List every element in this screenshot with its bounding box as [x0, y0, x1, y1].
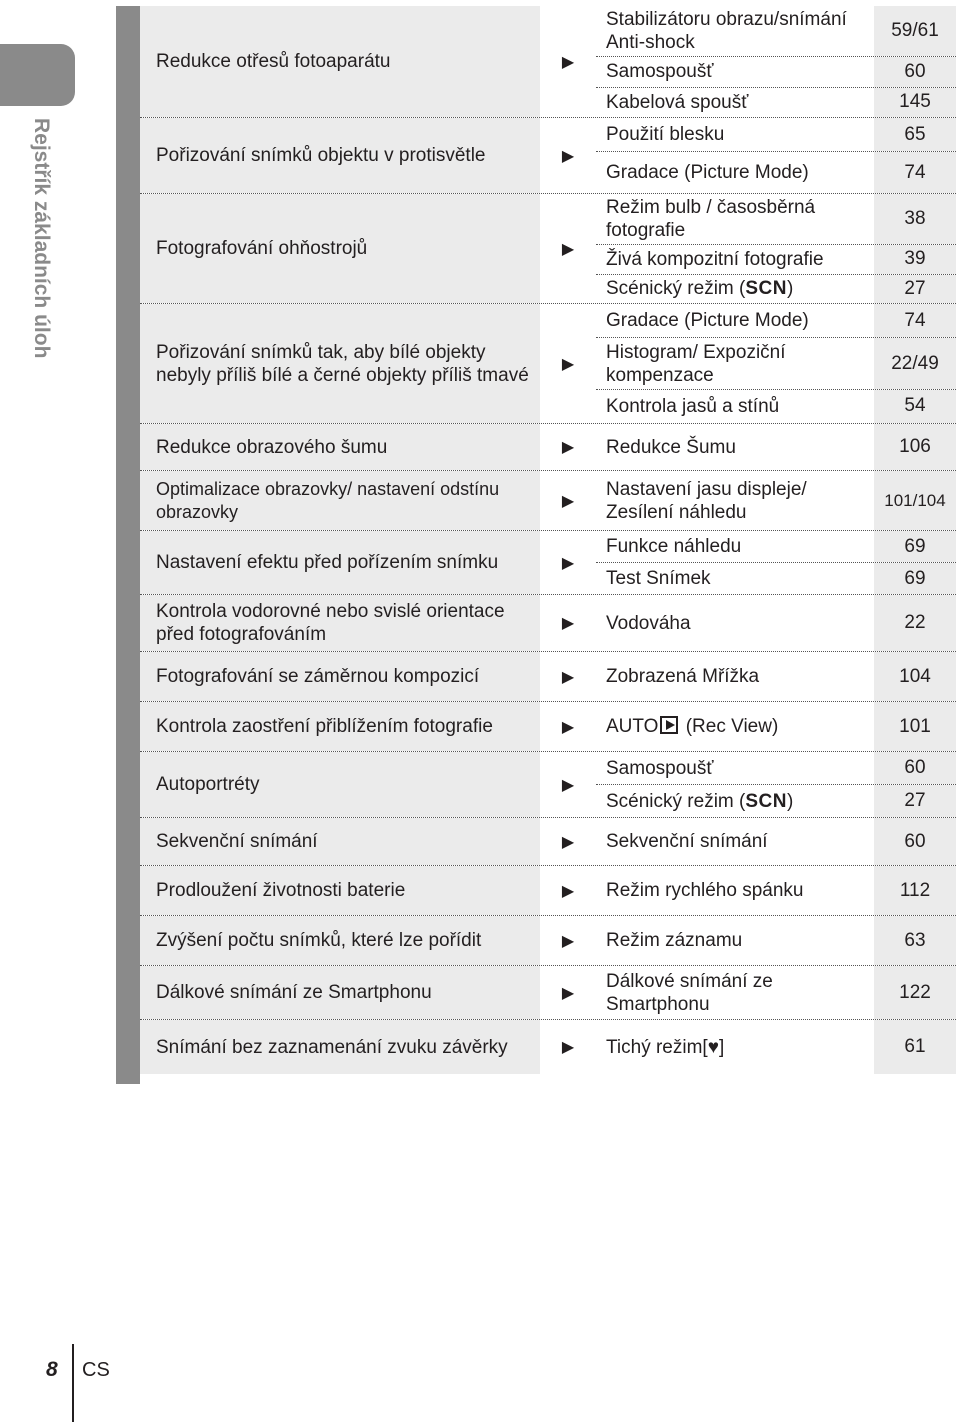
arrow-icon: ▶: [561, 984, 575, 1002]
task-label: Prodloužení životnosti baterie: [140, 866, 540, 915]
reference-item: [596, 424, 956, 470]
task-row: [140, 966, 956, 1020]
task-row: [140, 866, 956, 916]
arrow-icon: ▶: [561, 1039, 575, 1056]
task-row: [140, 531, 956, 595]
reference-item: [596, 88, 956, 118]
task-label: Redukce obrazového šumu: [140, 424, 540, 470]
reference-name: Histogram/ Expoziční kompenzace: [606, 341, 786, 386]
reference-list: [596, 304, 956, 423]
task-label: Redukce otřesů fotoaparátu: [140, 6, 540, 117]
reference-page: 39: [874, 245, 956, 274]
reference-item: [596, 702, 956, 751]
reference-item: [596, 966, 956, 1019]
reference-name: Test Snímek: [606, 568, 711, 589]
task-row: [140, 595, 956, 652]
reference-page: 74: [874, 304, 956, 337]
reference-list: [596, 866, 956, 915]
reference-name: Gradace (Picture Mode): [606, 162, 809, 184]
reference-page: 54: [874, 390, 956, 423]
task-row: [140, 6, 956, 118]
reference-page: 104: [874, 652, 956, 701]
task-row: [140, 1020, 956, 1074]
reference-name: Režim záznamu: [606, 930, 743, 951]
reference-list: [596, 118, 956, 193]
arrow-icon: ▶: [561, 776, 575, 794]
reference-page: 69: [874, 531, 956, 562]
arrow-icon: ▶: [561, 554, 575, 572]
reference-list: [596, 752, 956, 817]
reference-name: Scénický režim (SCN): [606, 278, 794, 300]
arrow-icon: ▶: [561, 492, 575, 510]
task-label: Nastavení efektu před pořízením snímku: [140, 531, 540, 594]
reference-item: [596, 471, 956, 530]
reference-name: Živá kompozitní fotografie: [606, 248, 824, 270]
reference-item: [596, 338, 956, 390]
reference-item: [596, 916, 956, 965]
page-number: 8: [46, 1358, 58, 1381]
reference-item: [596, 752, 956, 785]
reference-name: Samospoušť: [606, 61, 714, 83]
reference-item: [596, 1020, 956, 1074]
task-row: [140, 752, 956, 818]
reference-item: [596, 152, 956, 193]
reference-page: 69: [874, 563, 956, 594]
arrow-icon: ▶: [561, 147, 575, 165]
reference-name: Tichý režim[♥]: [606, 1036, 725, 1058]
reference-item: [596, 390, 956, 423]
task-row: [140, 652, 956, 702]
task-label: Optimalizace obrazovky/ nastavení odstínu obrazovky: [140, 471, 540, 530]
task-label: Fotografování se záměrnou kompozicí: [140, 652, 540, 701]
reference-list: [596, 916, 956, 965]
reference-page: 101: [874, 702, 956, 751]
reference-list: [596, 818, 956, 865]
task-label: Dálkové snímání ze Smartphonu: [140, 966, 540, 1019]
reference-item: [596, 652, 956, 701]
reference-page: 106: [874, 424, 956, 470]
reference-name: Stabilizátoru obrazu/snímání Anti-shock: [606, 9, 847, 53]
arrow-icon: ▶: [561, 615, 575, 632]
reference-item: [596, 866, 956, 915]
reference-name: Scénický režim (SCN): [606, 790, 794, 812]
reference-item: [596, 6, 956, 57]
reference-page: 60: [874, 818, 956, 865]
reference-page: 27: [874, 275, 956, 304]
reference-page: 22/49: [874, 338, 956, 389]
task-row: [140, 118, 956, 194]
arrow-icon: ▶: [561, 718, 575, 736]
reference-page: 38: [874, 194, 956, 244]
reference-name: Kontrola jasů a stínů: [606, 395, 780, 417]
arrow-icon: ▶: [561, 932, 575, 950]
reference-name: Zobrazená Mřížka: [606, 666, 760, 687]
reference-page: 101/104: [874, 471, 956, 530]
reference-list: [596, 194, 956, 303]
arrow-icon: ▶: [561, 240, 575, 258]
reference-page: 112: [874, 866, 956, 915]
reference-item: [596, 194, 956, 245]
reference-item: [596, 785, 956, 817]
section-bar: [116, 6, 140, 1084]
task-label: Pořizování snímků objektu v protisvětle: [140, 118, 540, 193]
reference-list: [596, 595, 956, 651]
reference-item: [596, 595, 956, 651]
reference-page: 122: [874, 966, 956, 1019]
task-row: [140, 194, 956, 304]
reference-item: [596, 531, 956, 563]
reference-name: Nastavení jasu displeje/ Zesílení náhledu: [606, 478, 807, 523]
reference-page: 61: [874, 1020, 956, 1074]
arrow-icon: ▶: [561, 882, 575, 900]
reference-page: 65: [874, 118, 956, 151]
reference-name: Režim bulb / časosběrná fotografie: [606, 197, 816, 241]
reference-list: [596, 652, 956, 701]
reference-list: [596, 6, 956, 117]
reference-name: Redukce Šumu: [606, 436, 736, 458]
arrow-icon: ▶: [561, 439, 575, 456]
task-row: [140, 702, 956, 752]
reference-item: [596, 563, 956, 594]
task-row: [140, 304, 956, 424]
reference-name: Sekvenční snímání: [606, 831, 768, 852]
reference-name: Gradace (Picture Mode): [606, 310, 809, 332]
reference-item: [596, 818, 956, 865]
reference-name: AUTO (Rec View): [606, 716, 779, 737]
reference-list: [596, 531, 956, 594]
playback-icon: [660, 716, 678, 734]
reference-item: [596, 57, 956, 88]
reference-list: [596, 702, 956, 751]
reference-page: 22: [874, 595, 956, 651]
task-label: Pořizování snímků tak, aby bílé objekty nebyly příliš bílé a černé objekty příliš tmavé: [140, 304, 540, 423]
task-row: [140, 916, 956, 966]
task-row: [140, 471, 956, 531]
reference-list: [596, 424, 956, 470]
task-label: Snímání bez zaznamenání zvuku závěrky: [140, 1020, 540, 1074]
reference-page: 74: [874, 152, 956, 193]
footer-divider: [72, 1344, 74, 1422]
reference-page: 60: [874, 57, 956, 87]
reference-name: Kabelová spoušť: [606, 91, 749, 113]
reference-page: 27: [874, 785, 956, 817]
language-code: CS: [82, 1359, 110, 1381]
reference-name: Režim rychlého spánku: [606, 880, 804, 901]
reference-item: [596, 118, 956, 152]
task-row: [140, 424, 956, 471]
task-row: [140, 818, 956, 866]
side-tab: [0, 44, 75, 106]
side-title: Rejstřík základních úloh: [30, 118, 53, 359]
reference-name: Vodováha: [606, 612, 691, 634]
reference-list: [596, 966, 956, 1019]
task-label: Sekvenční snímání: [140, 818, 540, 865]
reference-item: [596, 245, 956, 275]
reference-page: 60: [874, 752, 956, 784]
reference-item: [596, 275, 956, 304]
reference-list: [596, 471, 956, 530]
task-label: Zvýšení počtu snímků, které lze pořídit: [140, 916, 540, 965]
arrow-icon: ▶: [561, 355, 575, 373]
reference-page: 59/61: [874, 6, 956, 56]
reference-list: [596, 1020, 956, 1074]
reference-page: 145: [874, 88, 956, 118]
task-index-table: [140, 6, 956, 1074]
reference-name: Dálkové snímání ze Smartphonu: [606, 970, 773, 1015]
reference-item: [596, 304, 956, 338]
reference-name: Použití blesku: [606, 124, 725, 146]
arrow-icon: ▶: [561, 53, 575, 71]
task-label: Autoportréty: [140, 752, 540, 817]
arrow-icon: ▶: [561, 668, 575, 686]
reference-page: 63: [874, 916, 956, 965]
task-label: Fotografování ohňostrojů: [140, 194, 540, 303]
task-label: Kontrola vodorovné nebo svislé orientace před fotografováním: [140, 595, 540, 651]
reference-name: Samospoušť: [606, 757, 714, 779]
task-label: Kontrola zaostření přiblížením fotografie: [140, 702, 540, 751]
arrow-icon: ▶: [561, 833, 575, 851]
reference-name: Funkce náhledu: [606, 536, 742, 557]
